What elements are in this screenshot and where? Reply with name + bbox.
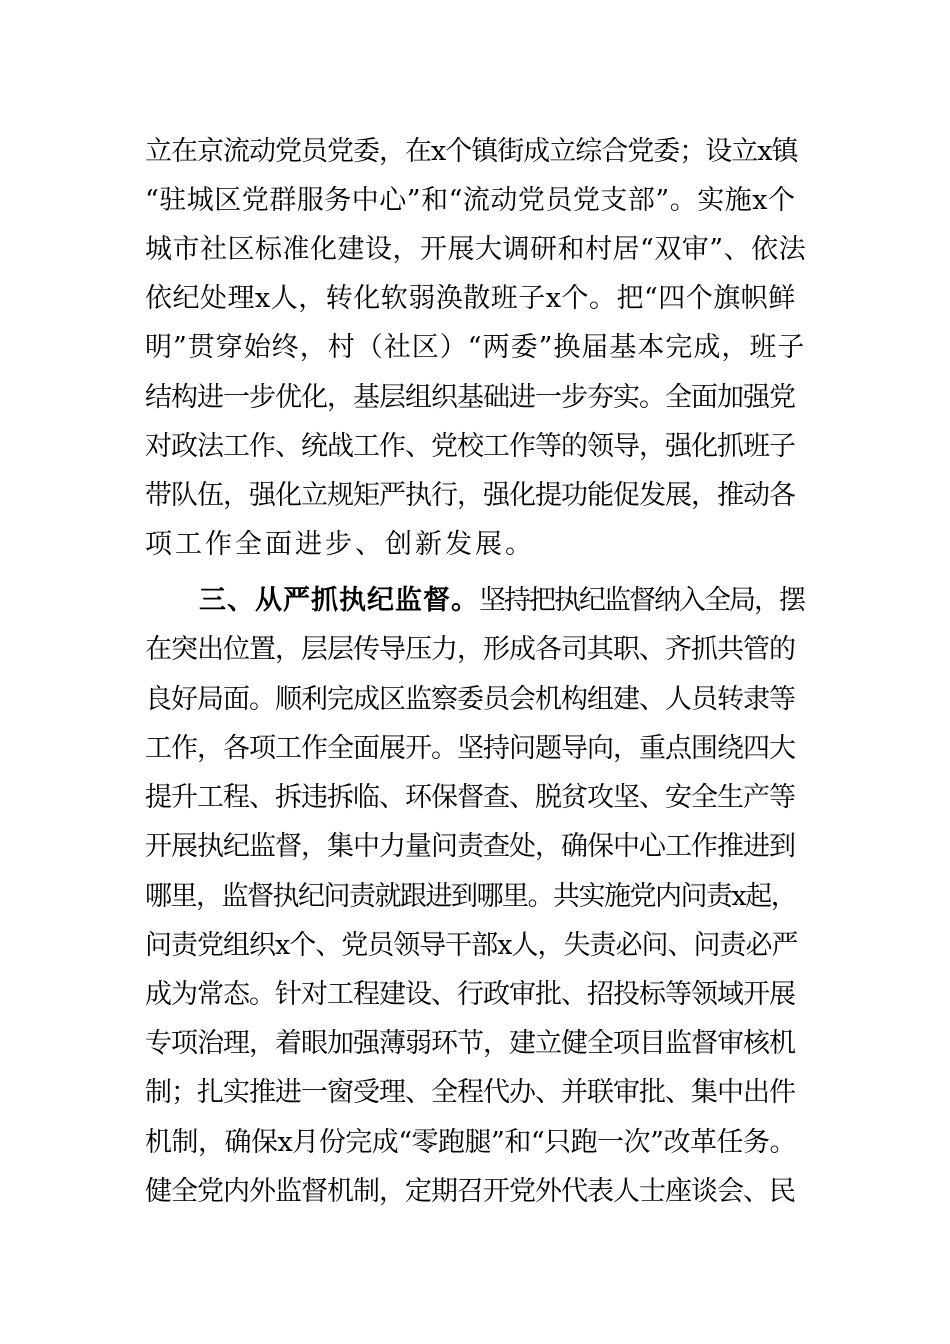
section-first-line-text: 坚持把执纪监督纳入全局，摆 [479, 585, 804, 616]
text-line: 结构进一步优化，基层组织基础进一步夯实。全面加强党 [145, 382, 795, 413]
text-line: 制；扎实推进一窗受理、全程代办、并联审批、集中出件 [145, 1077, 795, 1108]
text-line: 健全党内外监督机制，定期召开党外代表人士座谈会、民 [145, 1176, 795, 1207]
text-line: 立在京流动党员党委，在x个镇街成立综合党委；设立x镇 [145, 136, 798, 167]
text-line: 依纪处理x人，转化软弱涣散班子x个。把“四个旗帜鲜 [145, 283, 796, 314]
text-line: 明”贯穿始终，村（社区）“两委”换届基本完成，班子 [145, 332, 806, 363]
text-line: 哪里，监督执纪问责就跟进到哪里。共实施党内问责x起， [145, 881, 797, 912]
text-line: 良好局面。顺利完成区监察委员会机构组建、人员转隶等 [145, 684, 795, 715]
text-line: 提升工程、拆违拆临、环保督查、脱贫攻坚、安全生产等 [145, 782, 795, 813]
text-line: “驻城区党群服务中心”和“流动党员党支部”。实施x个 [145, 185, 796, 216]
section-heading: 三、从严抓执纪监督。 [199, 585, 479, 616]
section-first-line [199, 583, 807, 619]
text-line: 带队伍，强化立规矩严执行，强化提功能促发展，推动各 [145, 480, 795, 511]
text-line: 成为常态。针对工程建设、行政审批、招投标等领域开展 [145, 979, 795, 1010]
text-line: 开展执纪监督，集中力量问责查处，确保中心工作推进到 [145, 831, 795, 862]
text-line: 机制，确保x月份完成“零跑腿”和“只跑一次”改革任务。 [145, 1127, 796, 1158]
text-line: 工作，各项工作全面展开。坚持问题导向，重点围绕四大 [145, 733, 795, 764]
text-line: 对政法工作、统战工作、党校工作等的领导，强化抓班子 [145, 431, 795, 462]
text-line: 在突出位置，层层传导压力，形成各司其职、齐抓共管的 [145, 634, 795, 665]
text-line: 项工作全面进步、创新发展。 [145, 529, 535, 560]
text-line: 专项治理，着眼加强薄弱环节，建立健全项目监督审核机 [145, 1028, 795, 1059]
text-line: 问责党组织x个、党员领导干部x人，失责必问、问责必严 [145, 930, 798, 961]
text-line: 城市社区标准化建设，开展大调研和村居“双审”、依法 [145, 234, 807, 265]
